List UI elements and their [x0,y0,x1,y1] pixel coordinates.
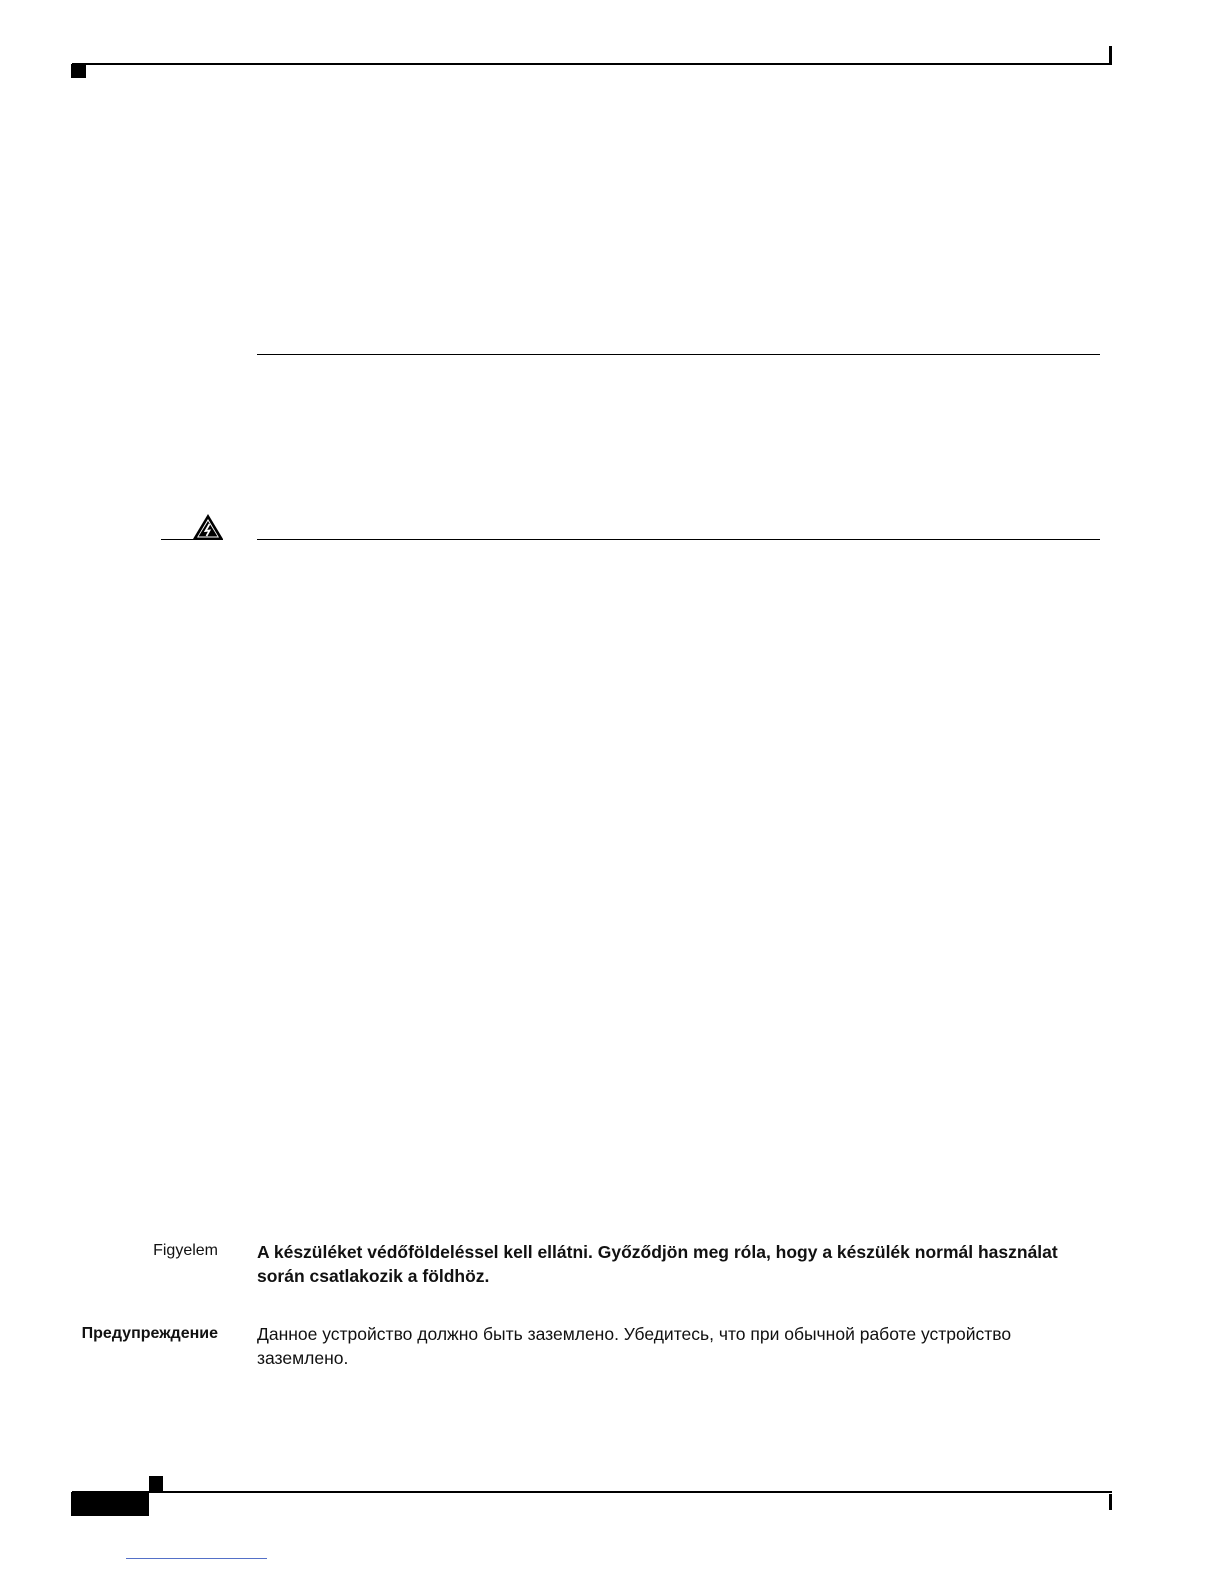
warning-text-hungarian: A készüléket védőföldeléssel kell ellátni. Győződjön meg róla, hogy a készülék normál használat során csatlakozik a földhöz. [257,1242,1058,1286]
header-corner-mark [71,64,86,78]
section-rule-top [257,354,1100,355]
header-edge-tick [1109,46,1112,64]
warning-label-russian: Предупреждение [81,1325,218,1342]
warning-icon-rule [161,539,223,540]
warning-triangle-icon [191,512,225,540]
header-rule [72,63,1112,65]
footer-edge-tick [1109,1494,1112,1510]
warning-label-hungarian: Figyelem [153,1242,218,1259]
footer-rule [72,1491,1112,1493]
warning-text-russian: Данное устройство должно быть заземлено. Убедитесь, что при обычной работе устройство заземлено. [257,1324,1012,1368]
footer-page-block [71,1492,149,1516]
warning-rule [257,539,1100,540]
footer-link-underline[interactable] [126,1558,267,1559]
footer-corner-mark [149,1476,163,1491]
